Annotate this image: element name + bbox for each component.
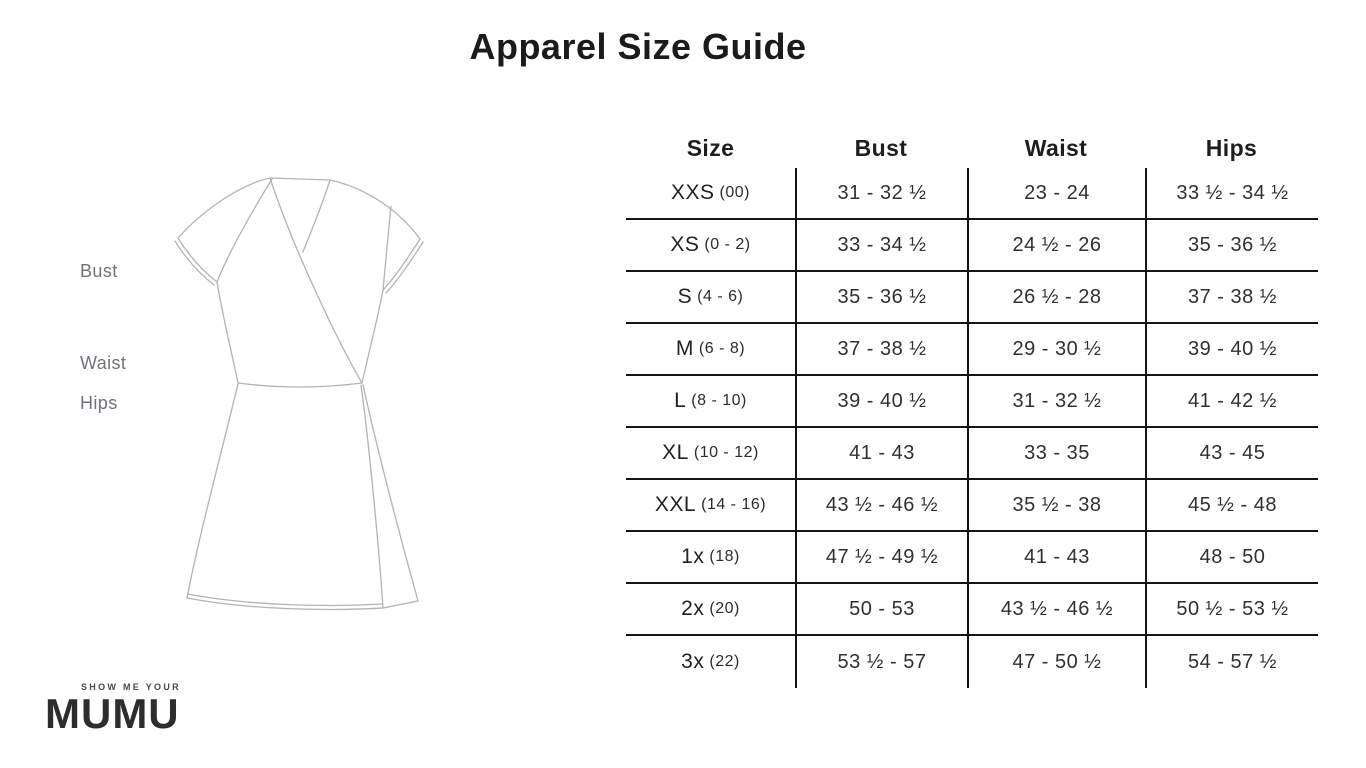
dress-underlayer-right-edge xyxy=(363,385,418,601)
size-table xyxy=(626,128,1318,688)
dress-back-neckline xyxy=(270,178,330,180)
dress-hem-outer xyxy=(187,598,383,609)
bust-cell: 35 - 36 ½ xyxy=(795,272,967,324)
table-row xyxy=(626,324,1318,376)
dress-left-side-seam xyxy=(217,282,238,383)
size-numeric-range: (8 - 10) xyxy=(691,392,747,409)
table-row xyxy=(626,532,1318,584)
bust-cell: 50 - 53 xyxy=(795,584,967,636)
size-name: XXL xyxy=(654,493,697,516)
logo-brand: MUMU xyxy=(45,690,180,737)
table-row xyxy=(626,168,1318,220)
waist-label: Waist xyxy=(80,353,127,373)
header-size: Size xyxy=(686,134,735,161)
waist-cell: 23 - 24 xyxy=(967,168,1145,220)
size-name: XL xyxy=(662,441,689,464)
size-cell xyxy=(626,428,795,480)
table-header-row xyxy=(626,128,1318,168)
bust-cell: 31 - 32 ½ xyxy=(795,168,967,220)
dress-illustration xyxy=(150,158,450,628)
dress-hem-inner xyxy=(188,594,382,605)
size-cell xyxy=(626,324,795,376)
waist-cell: 33 - 35 xyxy=(967,428,1145,480)
table-row xyxy=(626,480,1318,532)
waist-cell: 47 - 50 ½ xyxy=(967,636,1145,688)
dress-left-sleeve-hem-inner xyxy=(175,241,214,285)
size-name: 1x xyxy=(681,545,705,568)
waist-cell: 26 ½ - 28 xyxy=(967,272,1145,324)
size-numeric-range: (6 - 8) xyxy=(698,340,746,357)
size-table-body xyxy=(626,168,1318,688)
brand-logo xyxy=(45,682,181,735)
table-row xyxy=(626,584,1318,636)
hips-cell: 48 - 50 xyxy=(1145,532,1318,584)
hips-cell: 33 ½ - 34 ½ xyxy=(1145,168,1318,220)
waist-cell: 43 ½ - 46 ½ xyxy=(967,584,1145,636)
page-title: Apparel Size Guide xyxy=(469,26,807,67)
size-name: 2x xyxy=(681,597,705,620)
size-numeric-range: (4 - 6) xyxy=(697,288,744,305)
dress-right-sleeve-hem xyxy=(383,239,420,290)
hips-cell: 37 - 38 ½ xyxy=(1145,272,1318,324)
size-name: M xyxy=(675,337,694,360)
hips-cell: 39 - 40 ½ xyxy=(1145,324,1318,376)
wrap-dress-sketch xyxy=(150,158,450,628)
size-numeric-range: (18) xyxy=(709,548,740,565)
size-cell xyxy=(626,272,795,324)
dress-skirt-left-edge xyxy=(187,384,238,598)
logo-tagline: SHOW ME YOUR xyxy=(81,682,181,692)
waist-cell: 41 - 43 xyxy=(967,532,1145,584)
hips-cell: 43 - 45 xyxy=(1145,428,1318,480)
size-cell xyxy=(626,220,795,272)
dress-wrap-panel-edge xyxy=(361,385,383,608)
waist-cell: 35 ½ - 38 xyxy=(967,480,1145,532)
dress-left-sleeve-outer xyxy=(178,178,270,238)
size-numeric-range: (20) xyxy=(709,600,740,617)
table-row xyxy=(626,220,1318,272)
table-row xyxy=(626,428,1318,480)
hips-cell: 45 ½ - 48 xyxy=(1145,480,1318,532)
hips-cell: 50 ½ - 53 ½ xyxy=(1145,584,1318,636)
bust-cell: 37 - 38 ½ xyxy=(795,324,967,376)
hips-cell: 35 - 36 ½ xyxy=(1145,220,1318,272)
hips-cell: 41 - 42 ½ xyxy=(1145,376,1318,428)
size-numeric-range: (14 - 16) xyxy=(701,496,767,513)
size-numeric-range: (00) xyxy=(719,184,750,201)
header-hips: Hips xyxy=(1205,134,1258,161)
waist-cell: 24 ½ - 26 xyxy=(967,220,1145,272)
dress-waist-seam xyxy=(238,383,362,387)
waist-cell: 31 - 32 ½ xyxy=(967,376,1145,428)
header-bust: Bust xyxy=(854,134,908,161)
size-cell xyxy=(626,168,795,220)
size-cell xyxy=(626,636,795,688)
dress-right-sleeve-outer xyxy=(330,180,420,239)
size-numeric-range: (22) xyxy=(709,653,740,670)
size-name: 3x xyxy=(681,650,705,673)
dress-right-side-seam xyxy=(362,290,383,383)
bust-cell: 41 - 43 xyxy=(795,428,967,480)
size-name: XS xyxy=(670,233,700,256)
dress-right-armhole xyxy=(383,206,391,290)
bust-cell: 47 ½ - 49 ½ xyxy=(795,532,967,584)
header-waist: Waist xyxy=(1024,134,1088,161)
table-row xyxy=(626,636,1318,688)
bust-cell: 53 ½ - 57 xyxy=(795,636,967,688)
hips-cell: 54 - 57 ½ xyxy=(1145,636,1318,688)
dress-right-sleeve-hem-inner xyxy=(386,242,423,293)
dress-right-neckline xyxy=(303,180,330,252)
bust-cell: 39 - 40 ½ xyxy=(795,376,967,428)
dress-wrap-diagonal xyxy=(270,178,362,383)
size-cell xyxy=(626,376,795,428)
size-name: S xyxy=(677,285,693,308)
bust-label: Bust xyxy=(80,261,118,281)
size-cell xyxy=(626,480,795,532)
size-cell xyxy=(626,532,795,584)
dress-left-armhole xyxy=(217,179,272,282)
dress-left-sleeve-hem xyxy=(178,238,217,282)
dress-underlayer-hem xyxy=(383,601,418,608)
size-numeric-range: (0 - 2) xyxy=(704,236,751,253)
table-row xyxy=(626,272,1318,324)
table-row xyxy=(626,376,1318,428)
hips-label: Hips xyxy=(80,393,118,413)
size-name: XXS xyxy=(671,181,715,204)
bust-cell: 33 - 34 ½ xyxy=(795,220,967,272)
size-name: L xyxy=(674,389,687,412)
size-cell xyxy=(626,584,795,636)
size-numeric-range: (10 - 12) xyxy=(693,444,759,461)
bust-cell: 43 ½ - 46 ½ xyxy=(795,480,967,532)
waist-cell: 29 - 30 ½ xyxy=(967,324,1145,376)
